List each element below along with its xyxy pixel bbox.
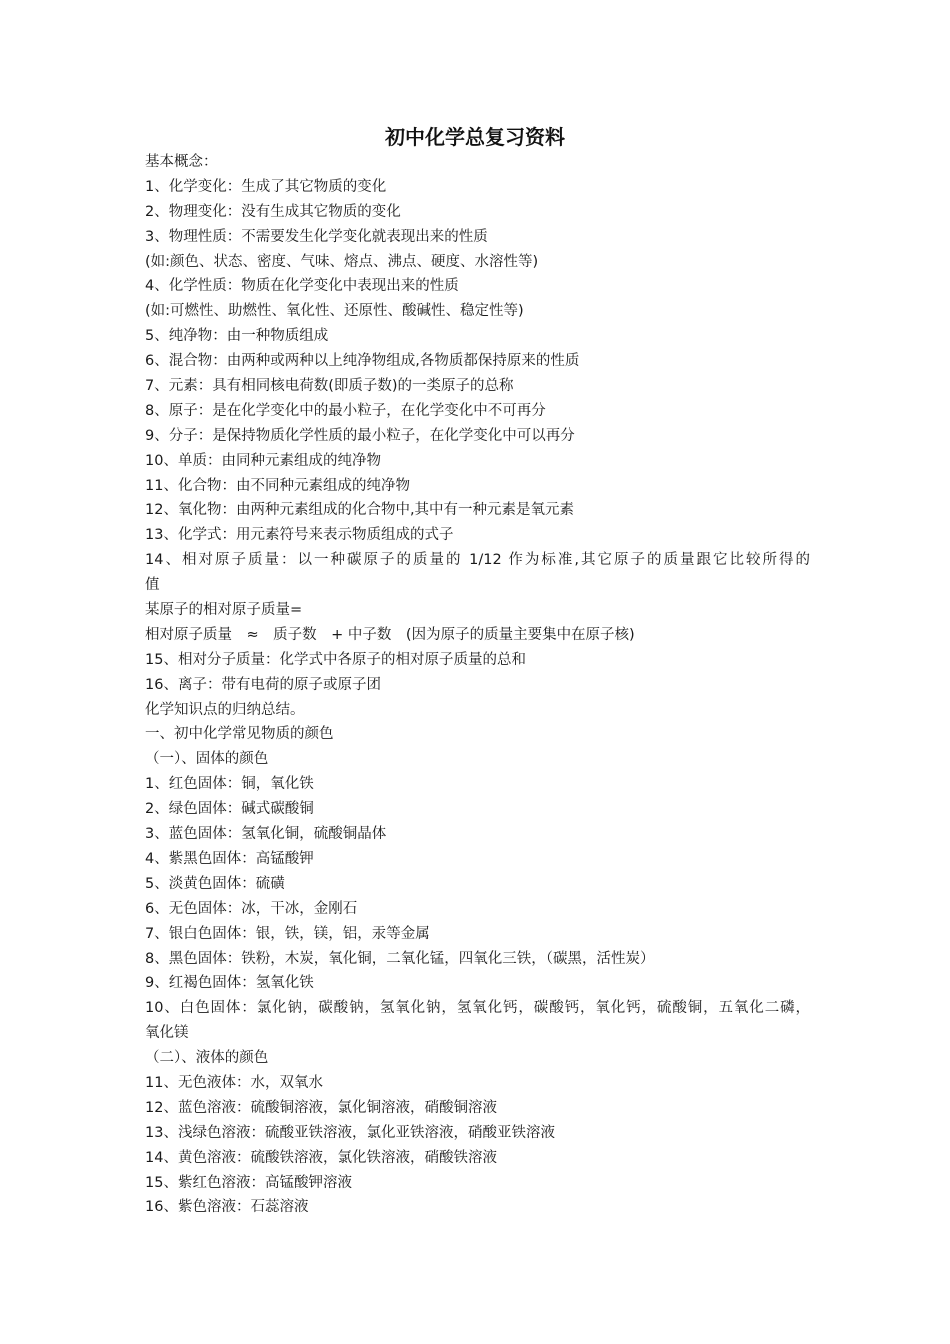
text-line: 1、化学变化：生成了其它物质的变化 (145, 178, 387, 195)
text-line: 15、相对分子质量：化学式中各原子的相对原子质量的总和 (145, 651, 526, 668)
text-line: 10、单质：由同种元素组成的纯净物 (145, 452, 381, 469)
subsection-heading: （一）、固体的颜色 (145, 751, 269, 768)
text-line: 11、化合物：由不同种元素组成的纯净物 (145, 477, 410, 494)
text-line: 值 (145, 577, 160, 594)
text-line: 16、离子：带有电荷的原子或原子团 (145, 676, 381, 693)
section-heading: 基本概念： (145, 154, 218, 170)
text-line: 6、无色固体：冰，干冰，金刚石 (145, 900, 358, 917)
subsection-heading: （二）、液体的颜色 (145, 1050, 269, 1067)
text-line: 9、红褐色固体：氢氧化铁 (145, 975, 314, 992)
text-line: 12、蓝色溶液：硫酸铜溶液，氯化铜溶液，硝酸铜溶液 (145, 1099, 497, 1116)
text-line: 14、相对原子质量：以一种碳原子的质量的 1/12 作为标准,其它原子的质量跟它比较所得的 (145, 552, 810, 569)
text-line: (如:颜色、状态、密度、气味、熔点、沸点、硬度、水溶性等) (145, 253, 539, 270)
text-line: 7、元素：具有相同核电荷数(即质子数)的一类原子的总称 (145, 378, 514, 395)
text-line: 7、银白色固体：银，铁，镁，铝，汞等金属 (145, 925, 430, 942)
text-line: 4、紫黑色固体：高锰酸钾 (145, 850, 314, 867)
text-line: 16、紫色溶液：石蕊溶液 (145, 1199, 309, 1216)
text-line: 10、白色固体：氯化钠，碳酸钠，氢氧化钠，氢氧化钙，碳酸钙，氧化钙，硫酸铜，五氧化二磷， (145, 1000, 810, 1017)
text-line: 2、物理变化：没有生成其它物质的变化 (145, 203, 401, 220)
text-line: 相对原子质量 ≈ 质子数 + 中子数 (因为原子的质量主要集中在原子核) (145, 626, 635, 643)
text-line: 8、原子：是在化学变化中的最小粒子，在化学变化中不可再分 (145, 402, 546, 419)
document-title: 初中化学总复习资料 (385, 125, 565, 149)
text-line: 5、淡黄色固体：硫磺 (145, 875, 285, 892)
text-line: 13、化学式：用元素符号来表示物质组成的式子 (145, 527, 454, 544)
text-line: 14、黄色溶液：硫酸铁溶液，氯化铁溶液，硝酸铁溶液 (145, 1149, 497, 1166)
text-line: 6、混合物：由两种或两种以上纯净物组成,各物质都保持原来的性质 (145, 353, 580, 370)
document-body (145, 150, 810, 1220)
text-line: 11、无色液体：水，双氧水 (145, 1074, 323, 1091)
text-line: 5、纯净物：由一种物质组成 (145, 328, 329, 345)
text-line: 化学知识点的归纳总结。 (145, 701, 305, 718)
text-line: 4、化学性质：物质在化学变化中表现出来的性质 (145, 278, 459, 295)
text-line: 13、浅绿色溶液：硫酸亚铁溶液，氯化亚铁溶液，硝酸亚铁溶液 (145, 1124, 555, 1141)
text-line: 1、红色固体：铜，氧化铁 (145, 776, 314, 793)
text-line: 9、分子：是保持物质化学性质的最小粒子，在化学变化中可以再分 (145, 427, 575, 444)
text-line: 氧化镁 (145, 1025, 189, 1042)
text-line: 3、物理性质：不需要发生化学变化就表现出来的性质 (145, 228, 488, 245)
text-line: 2、绿色固体：碱式碳酸铜 (145, 801, 314, 818)
text-line: (如:可燃性、助燃性、氧化性、还原性、酸碱性、稳定性等) (145, 303, 524, 320)
text-line: 12、氧化物：由两种元素组成的化合物中,其中有一种元素是氧元素 (145, 502, 575, 519)
text-line: 某原子的相对原子质量= (145, 602, 303, 619)
text-line: 15、紫红色溶液：高锰酸钾溶液 (145, 1174, 352, 1191)
section-heading: 一、初中化学常见物质的颜色 (145, 726, 334, 743)
text-line: 8、黑色固体：铁粉，木炭，氧化铜，二氧化锰，四氧化三铁，（碳黑，活性炭） (145, 950, 655, 967)
text-line: 3、蓝色固体：氢氧化铜，硫酸铜晶体 (145, 826, 387, 843)
